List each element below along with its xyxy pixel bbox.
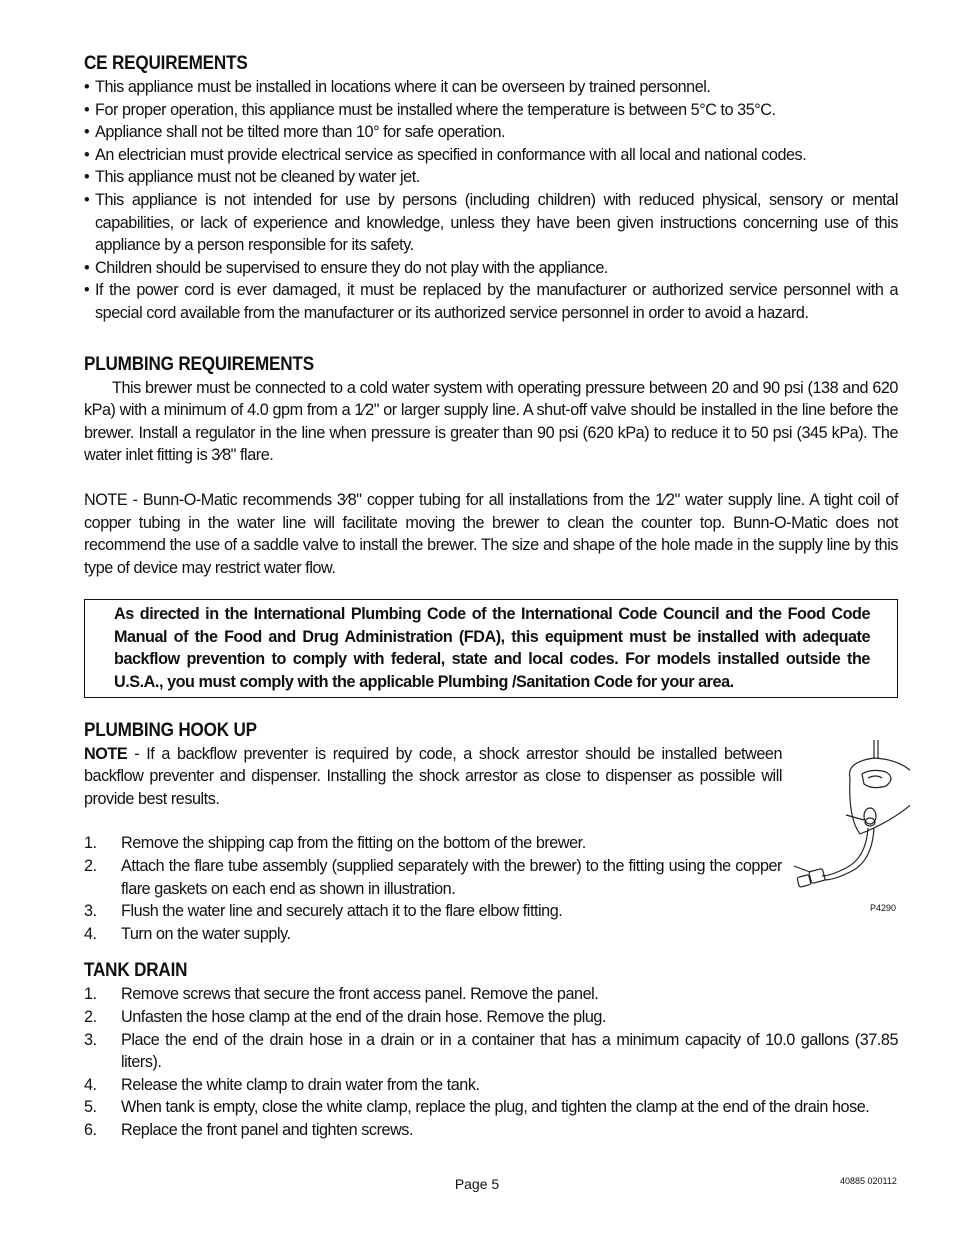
list-item (84, 983, 898, 1006)
plumbing-note (84, 489, 898, 579)
note-label: NOTE - (84, 490, 138, 509)
step-text: Release the white clamp to drain water from the tank. (121, 1075, 480, 1094)
plumbing-requirements-heading: PLUMBING REQUIREMENTS (84, 353, 314, 375)
list-item (84, 832, 782, 855)
step-number: 2. (84, 857, 97, 876)
list-item (84, 900, 782, 923)
plumbing-paragraph: This brewer must be connected to a cold water system with operating pressure between 20 and 90 psi (138 and 620 kPa) with a minimum of 4.0 gpm from a 1⁄2" or larger supply line. A shut-off valve should be installed in the line before the brewer. Install a regulator in the line when pressure is greater than 90 psi (620 kPa) to reduce it to 50 psi (345 kPa). The water inlet fitting is 3⁄8" flare. (84, 378, 898, 465)
document-code: 40885 020112 (840, 1176, 897, 1186)
list-item: • This appliance is not intended for use by persons (including children) with reduced physical, sensory or mental capabilities, or lack of experience and knowledge, unless they have been given instructions concerning use of this appliance by a person responsible for its safety. (84, 189, 898, 257)
list-item (84, 1029, 898, 1074)
step-text: Remove the shipping cap from the fitting on the bottom of the brewer. (121, 834, 586, 853)
step-number: 6. (84, 1120, 97, 1139)
step-number: 1. (84, 985, 97, 1004)
note-text: - If a backflow preventer is required by code, a shock arrestor should be installed between backflow preventer and dispenser. Installing the shock arrestor as close to dispenser as possible will provide best results. (84, 744, 782, 808)
step-number: 5. (84, 1098, 97, 1117)
step-text: Flush the water line and securely attach it to the flare elbow fitting. (121, 902, 563, 921)
list-item: • Appliance shall not be tilted more than 10° for safe operation. (84, 121, 898, 144)
list-item: • For proper operation, this appliance must be installed where the temperature is between 5°C to 35°C. (84, 99, 898, 122)
list-item: • This appliance must be installed in locations where it can be overseen by trained personnel. (84, 76, 898, 99)
step-text: Unfasten the hose clamp at the end of the drain hose. Remove the plug. (121, 1008, 607, 1026)
step-text: Remove screws that secure the front access panel. Remove the panel. (121, 985, 599, 1004)
tank-drain-steps (84, 983, 898, 1141)
step-text: Attach the flare tube assembly (supplied separately with the brewer) to the fitting using the copper flare gaskets on each end as shown in illustration. (121, 857, 782, 898)
list-item (84, 1096, 898, 1119)
list-item (84, 855, 782, 900)
list-item (84, 1074, 898, 1097)
step-number: 3. (84, 1030, 97, 1049)
plumbing-hookup-heading: PLUMBING HOOK UP (84, 719, 257, 741)
step-text: Turn on the water supply. (121, 924, 291, 943)
step-number: 4. (84, 924, 97, 943)
note-label: NOTE (84, 744, 128, 763)
hookup-steps (84, 832, 782, 945)
list-item (84, 1006, 898, 1029)
figure-code: P4290 (870, 903, 897, 913)
list-item (84, 1119, 898, 1142)
list-item (84, 923, 782, 946)
ce-requirements-heading: CE REQUIREMENTS (84, 53, 248, 74)
list-item: • If the power cord is ever damaged, it must be replaced by the manufacturer or authorized service personnel with a special cord available from the manufacturer or its authorized service personnel in order to avoid a hazard. (84, 279, 898, 324)
list-item: • This appliance must not be cleaned by water jet. (84, 166, 898, 189)
list-item: • An electrician must provide electrical service as specified in conformance with all local and national codes. (84, 144, 898, 167)
step-text: Place the end of the drain hose in a drain or in a container that has a minimum capacity of 10.0 gallons (37.85 liters). (121, 1030, 898, 1072)
note-text: Bunn-O-Matic recommends 3⁄8" copper tubing for all installations from the 1⁄2" water supply line. A tight coil of copper tubing in the water line will facilitate moving the brewer to clean the counter top. Bunn-O-Matic does not recommend the use of a saddle valve to install the brewer. The size and shape of the hole made in the supply line by this type of device may restrict water flow. (84, 490, 898, 577)
page-number: Page 5 (454, 1176, 500, 1192)
step-text: When tank is empty, close the white clamp, replace the plug, and tighten the clamp at the end of the drain hose. (121, 1098, 870, 1117)
step-number: 1. (84, 834, 97, 853)
step-text: Replace the front panel and tighten screws. (121, 1120, 413, 1139)
ce-requirements-list (84, 76, 898, 325)
hookup-note (84, 743, 782, 811)
tank-drain-heading: TANK DRAIN (84, 960, 188, 982)
step-number: 4. (84, 1075, 97, 1094)
step-number: 3. (84, 902, 97, 921)
backflow-notice-box: As directed in the International Plumbing Code of the International Code Council and the Food Code Manual of the Food and Drug Administration (FDA), this equipment must be installed with adequate backflow prevention to comply with federal, state and local codes. For models installed outside the U.S.A., you must comply with the applicable Plumbing /Sanitation Code for your area. (84, 599, 898, 697)
flare-tube-illustration (790, 738, 910, 918)
step-number: 2. (84, 1008, 97, 1026)
list-item: • Children should be supervised to ensure they do not play with the appliance. (84, 257, 898, 280)
manual-page (84, 52, 898, 1142)
